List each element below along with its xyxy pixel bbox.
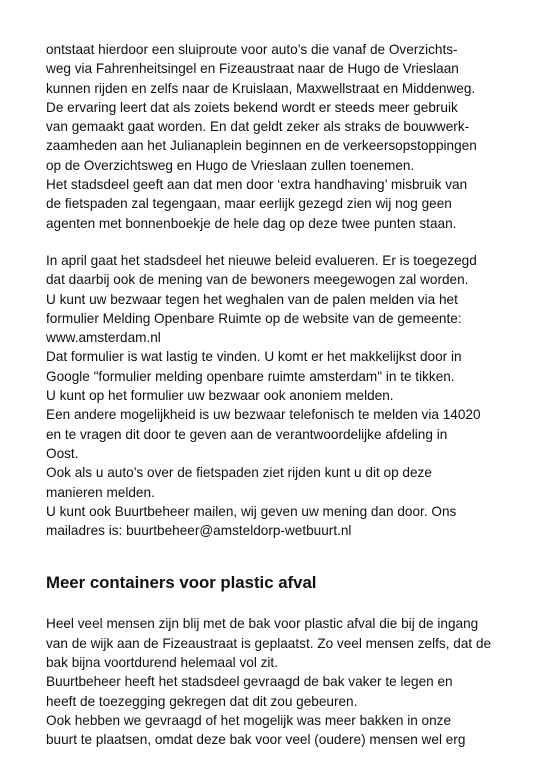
text-line: U kunt op het formulier uw bezwaar ook anoniem melden. xyxy=(46,388,394,404)
text-line: U kunt uw bezwaar tegen het weghalen van de palen melden via het xyxy=(46,291,458,307)
paragraph-spacer xyxy=(46,233,526,251)
text-line: Een andere mogelijkheid is uw bezwaar telefonisch te melden via 14020 xyxy=(46,407,481,423)
text-line: ontstaat hierdoor een sluiproute voor auto’s die vanaf de Overzichts- xyxy=(46,42,458,57)
text-line: weg via Fahrenheitsingel en Fizeaustraat naar de Hugo de Vrieslaan xyxy=(46,61,459,77)
text-line: van de wijk aan de Fizeaustraat is geplaatst. Zo veel mensen zelfs, dat de xyxy=(46,635,492,651)
text-line: In april gaat het stadsdeel het nieuwe beleid evalueren. Er is toegezegd xyxy=(46,252,477,268)
text-line: dat daarbij ook de mening van de bewoners meegewogen zal worden. xyxy=(46,272,469,288)
website-url-text: www.amsterdam.nl xyxy=(46,330,161,346)
text-line: agenten met bonnenboekje de hele dag op deze twee punten staan. xyxy=(46,215,457,231)
text-line: Dat formulier is wat lastig te vinden. U komt er het makkelijkst door in xyxy=(46,349,462,365)
section-spacer xyxy=(46,540,526,572)
text-line: De ervaring leert dat als zoiets bekend wordt er steeds meer gebruik xyxy=(46,99,458,115)
text-line: buurt te plaatsen, omdat deze bak voor veel (oudere) mensen wel erg xyxy=(46,732,466,748)
text-line: en te vragen dit door te geven aan de verantwoordelijke afdeling in xyxy=(46,426,448,442)
text-line: Ook als u auto’s over de fietspaden ziet rijden kunt u dit op deze xyxy=(46,465,432,481)
email-address-text: mailadres is: buurtbeheer@amsteldorp-wetbuurt.nl xyxy=(46,523,352,539)
text-line: op de Overzichtsweg en Hugo de Vrieslaan zullen toenemen. xyxy=(46,157,415,173)
text-line: de fietspaden zal tegengaan, maar eerlijk gezegd zien wij nog geen xyxy=(46,196,452,212)
text-line: U kunt ook Buurtbeheer mailen, wij geven uw mening dan door. Ons xyxy=(46,503,457,519)
text-line: Het stadsdeel geeft aan dat men door ‘extra handhaving’ misbruik van xyxy=(46,177,468,193)
text-line: Buurtbeheer heeft het stadsdeel gevraagd de bak vaker te legen en xyxy=(46,674,453,690)
section-heading: Meer containers voor plastic afval xyxy=(46,573,317,593)
text-line: kunnen rijden en zelfs naar de Kruislaan, Maxwellstraat en Middenweg. xyxy=(46,80,476,96)
paragraph-plastic-afval xyxy=(46,614,526,749)
heading-spacer xyxy=(46,594,526,614)
text-line: Google "formulier melding openbare ruimte amsterdam" in te tikken. xyxy=(46,368,455,384)
paragraph-sluiproute xyxy=(46,40,526,233)
document-page xyxy=(46,40,526,750)
text-line: van gemaakt gaat worden. En dat geldt zeker als straks de bouwwerk- xyxy=(46,119,470,135)
text-line: Heel veel mensen zijn blij met de bak voor plastic afval die bij de ingang xyxy=(46,616,479,632)
text-line: Oost. xyxy=(46,445,79,461)
text-line: Ook hebben we gevraagd of het mogelijk was meer bakken in onze xyxy=(46,712,452,728)
text-line: formulier Melding Openbare Ruimte op de website van de gemeente: xyxy=(46,310,462,326)
paragraph-evaluatie xyxy=(46,251,526,540)
text-line: bak bijna voortdurend helemaal vol zit. xyxy=(46,655,278,671)
text-line: manieren melden. xyxy=(46,484,155,500)
text-line: zaamheden aan het Julianaplein beginnen en de verkeersopstoppingen xyxy=(46,138,477,154)
text-line: heeft de toezegging gekregen dat dit zou gebeuren. xyxy=(46,693,358,709)
